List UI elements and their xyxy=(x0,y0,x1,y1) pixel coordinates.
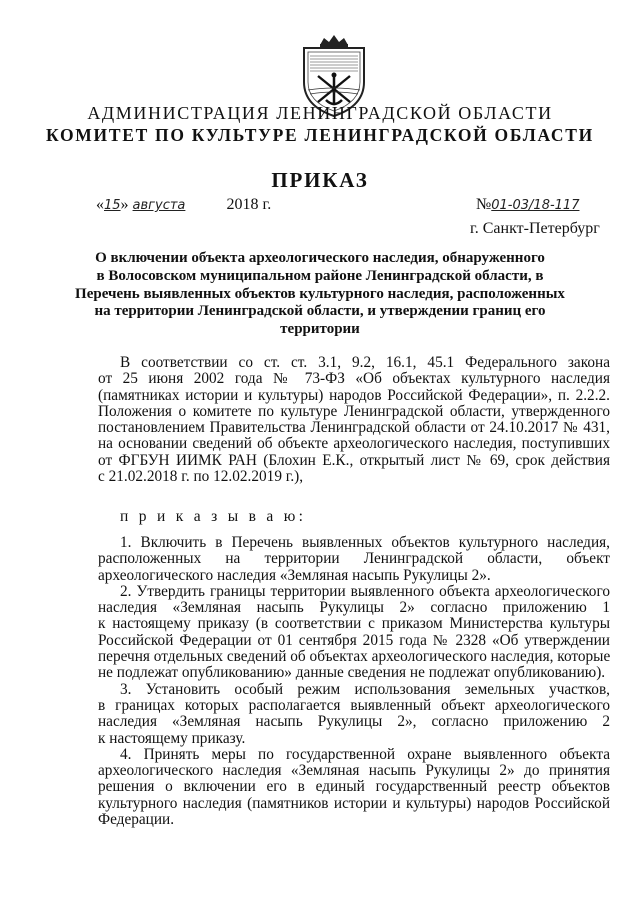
order-directive-word: п р и к а з ы в а ю: xyxy=(120,508,307,525)
order-item-3 xyxy=(98,682,610,747)
city-name: г. Санкт-Петербург xyxy=(470,220,600,237)
item-line: Федерации. xyxy=(98,811,175,829)
subject-line: в Волосовском муниципальном районе Ленинградской области, в xyxy=(96,267,544,284)
item-line: 4. Принять меры по государственной охране выявленного объекта xyxy=(120,745,610,763)
item-line: не подлежат опубликованию» данные сведения не подлежат опубликованию). xyxy=(98,664,606,682)
date-open-quote: « xyxy=(96,196,104,213)
subject-line: О включении объекта археологического наследия, обнаруженного xyxy=(95,250,545,266)
item-line: наследия «Земляная насыпь Рукулицы 2», согласно приложению 2 xyxy=(98,713,610,731)
document-title: ПРИКАЗ xyxy=(271,168,369,192)
item-line: в границах которых располагается выявленный объект археологического xyxy=(98,696,610,714)
date-close-quote: » xyxy=(120,196,129,213)
preamble-line: В соответствии со ст. ст. 3.1, 9.2, 16.1, 45.1 Федерального закона xyxy=(120,354,610,371)
order-number xyxy=(476,196,579,214)
item-line: археологического наследия «Земляная насыпь Рукулицы 2» до принятия xyxy=(98,762,610,780)
preamble-line: от ФГБУН ИИМК РАН (Блохин Е.К., открытый лист № 69, срок действия xyxy=(98,451,610,469)
preamble-line: с 21.02.2018 г. по 12.02.2019 г.), xyxy=(98,468,304,486)
item-line: к настоящему приказу (в соответствии с приказом Министерства культуры xyxy=(98,615,610,633)
date-year: 2018 г. xyxy=(226,196,272,213)
order-item-1 xyxy=(98,535,610,584)
order-item-4 xyxy=(98,747,610,828)
preamble-line: на основании сведений об объекте археологического наследия, поступивших xyxy=(98,435,610,453)
order-subject xyxy=(0,250,640,339)
subject-line: Перечень выявленных объектов культурного наследия, расположенных xyxy=(75,285,565,302)
item-line: 3. Установить особый режим использования земельных участков, xyxy=(120,680,610,698)
committee-name: КОМИТЕТ ПО КУЛЬТУРЕ ЛЕНИНГРАДСКОЙ ОБЛАСТИ xyxy=(46,125,594,145)
date-month: августа xyxy=(132,198,186,213)
preamble-line: от 25 июня 2002 года № 73-ФЗ «Об объектах культурного наследия xyxy=(98,370,610,388)
preamble-line: постановлением Правительства Ленинградской области от 24.10.2017 № 431, xyxy=(98,419,610,437)
number-value: 01-03/18-117 xyxy=(491,198,580,213)
item-line: к настоящему приказу. xyxy=(98,729,246,747)
administration-name: АДМИНИСТРАЦИЯ ЛЕНИНГРАДСКОЙ ОБЛАСТИ xyxy=(87,103,553,123)
subject-line: территории xyxy=(280,321,360,338)
order-items xyxy=(98,535,610,828)
item-line: решения о включении его в единый государственный реестр объектов xyxy=(98,778,610,796)
number-prefix: № xyxy=(476,196,492,213)
preamble-line: Положения о комитете по культуре Ленинградской области, утвержденного xyxy=(98,402,610,420)
item-line: Российской Федерации от 01 сентября 2015 года № 2328 «Об утверждении xyxy=(98,631,610,649)
preamble-paragraph xyxy=(98,355,610,485)
item-line: наследия «Земляная насыпь Рукулицы 2» согласно приложению 1 xyxy=(98,599,610,617)
item-line: 1. Включить в Перечень выявленных объектов культурного наследия, xyxy=(120,534,610,551)
item-line: культурного наследия (памятников истории и культуры) народов Российской xyxy=(98,794,610,812)
item-line: археологического наследия «Земляная насыпь Рукулицы 2». xyxy=(98,566,491,584)
date-day: 15 xyxy=(104,198,121,213)
item-line: 2. Утвердить границы территории выявленного объекта археологического xyxy=(120,582,610,600)
preamble-line: (памятниках истории и культуры) народов Российской Федерации», п. 2.2.2. xyxy=(98,386,610,404)
item-line: перечня отдельных сведений об объектах археологического наследия, которые xyxy=(98,648,611,666)
order-item-2 xyxy=(98,584,610,682)
order-date xyxy=(96,196,271,214)
subject-line: на территории Ленинградской области, и утверждении границ его xyxy=(94,303,546,320)
item-line: расположенных на территории Ленинградской области, объект xyxy=(98,550,610,568)
